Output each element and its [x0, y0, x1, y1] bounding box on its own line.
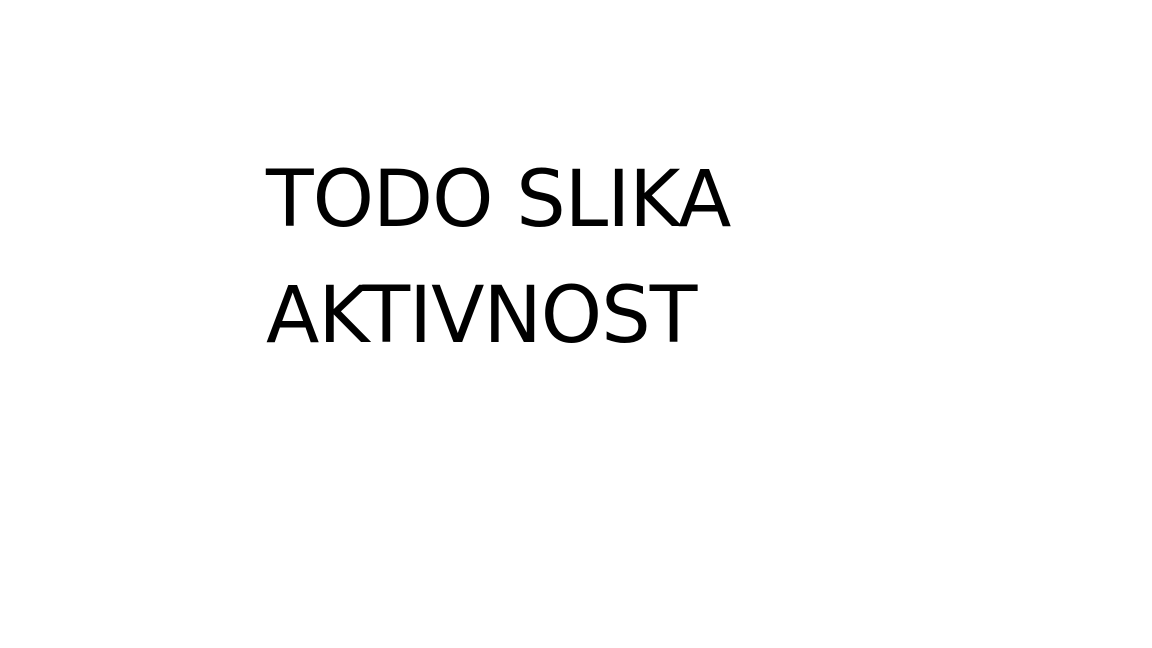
- placeholder-text: [266, 142, 730, 374]
- placeholder-line-1: TODO SLIKA: [266, 155, 731, 245]
- placeholder-line-2: AKTIVNOST: [266, 271, 697, 361]
